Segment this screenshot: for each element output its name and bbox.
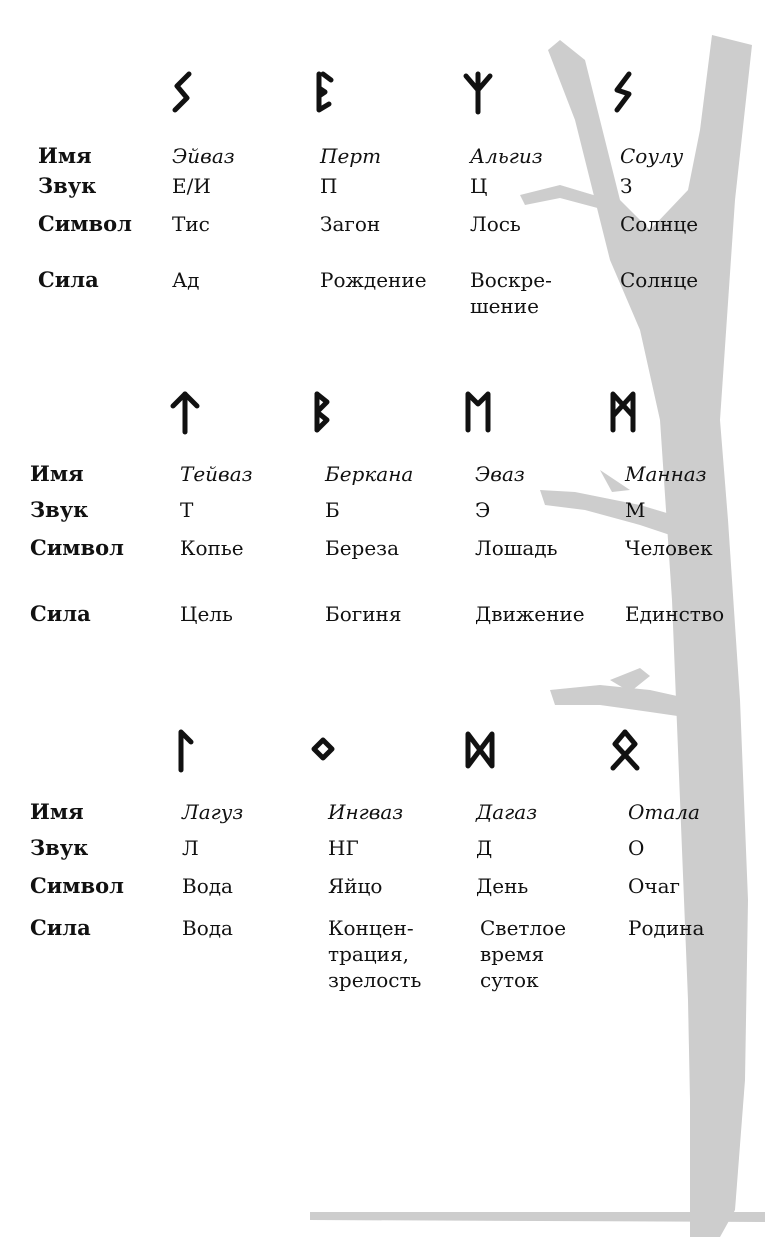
rune-name: Манназ: [625, 462, 707, 486]
rune-name: Перт: [320, 144, 382, 168]
row-label-symbol: Символ: [38, 211, 132, 236]
row-label-name: Имя: [30, 799, 84, 824]
rune-symbol: Лошадь: [475, 536, 558, 560]
rune-name: Соулу: [620, 144, 684, 168]
rune-sound: НГ: [328, 836, 359, 860]
rune-power: трация,: [328, 942, 409, 966]
rune-symbol: Загон: [320, 212, 381, 236]
rune-power: Движение: [475, 602, 585, 626]
rune-power: Родина: [628, 916, 705, 940]
rune-symbol: День: [476, 874, 529, 898]
ingwaz-rune-icon: [303, 728, 343, 772]
rune-power: Воскре-: [470, 268, 552, 292]
rune-name: Эваз: [475, 462, 525, 486]
rune-sound: Л: [182, 836, 199, 860]
rune-power: время: [480, 942, 545, 966]
rune-power: Солнце: [620, 268, 699, 292]
row-label-sound: Звук: [30, 497, 89, 522]
rune-sound: Т: [180, 498, 194, 522]
row-label-sound: Звук: [30, 835, 89, 860]
row-label-power: Сила: [30, 915, 91, 940]
perthro-rune-icon: [305, 70, 345, 114]
rune-power: зрелость: [328, 968, 422, 992]
rune-power: Единство: [625, 602, 725, 626]
rune-power: Цель: [180, 602, 233, 626]
rune-name: Альгиз: [470, 144, 543, 168]
rune-symbol: Вода: [182, 874, 233, 898]
row-label-power: Сила: [38, 267, 99, 292]
rune-sound: Е/И: [172, 174, 211, 198]
rune-symbol: Береза: [325, 536, 400, 560]
dagaz-rune-icon: [460, 728, 500, 772]
mannaz-rune-icon: [603, 390, 643, 434]
berkano-rune-icon: [303, 390, 343, 434]
rune-name: Тейваз: [180, 462, 253, 486]
othala-rune-icon: [605, 728, 645, 772]
rune-symbol: Лось: [470, 212, 521, 236]
rune-power: Концен-: [328, 916, 414, 940]
rune-name: Отала: [628, 800, 700, 824]
rune-sound: Б: [325, 498, 340, 522]
row-label-symbol: Символ: [30, 873, 124, 898]
sowilo-rune-icon: [603, 70, 643, 114]
rune-name: Лагуз: [182, 800, 244, 824]
rune-name: Эйваз: [172, 144, 235, 168]
rune-name: Ингваз: [328, 800, 404, 824]
rune-power: Вода: [182, 916, 233, 940]
rune-power: Рождение: [320, 268, 427, 292]
row-label-power: Сила: [30, 601, 91, 626]
rune-name: Дагаз: [476, 800, 538, 824]
rune-power: Богиня: [325, 602, 402, 626]
rune-name: Беркана: [325, 462, 414, 486]
eihwaz-rune-icon: [163, 70, 203, 114]
tiwaz-rune-icon: [165, 390, 205, 434]
rune-sound: Ц: [470, 174, 488, 198]
rune-power: суток: [480, 968, 539, 992]
row-label-symbol: Символ: [30, 535, 124, 560]
laguz-rune-icon: [165, 728, 205, 772]
rune-power: Ад: [172, 268, 200, 292]
rune-symbol: Солнце: [620, 212, 699, 236]
rune-sound: О: [628, 836, 645, 860]
rune-power: Светлое: [480, 916, 567, 940]
rune-symbol: Очаг: [628, 874, 681, 898]
rune-sound: Д: [476, 836, 493, 860]
rune-power: шение: [470, 294, 539, 318]
rune-symbol: Тис: [172, 212, 210, 236]
row-label-sound: Звук: [38, 173, 97, 198]
ehwaz-rune-icon: [458, 390, 498, 434]
rune-sound: Э: [475, 498, 491, 522]
row-label-name: Имя: [30, 461, 84, 486]
rune-sound: П: [320, 174, 338, 198]
row-label-name: Имя: [38, 143, 92, 168]
rune-symbol: Яйцо: [328, 874, 383, 898]
algiz-rune-icon: [458, 70, 498, 114]
rune-symbol: Человек: [625, 536, 713, 560]
rune-symbol: Копье: [180, 536, 244, 560]
rune-sound: З: [620, 174, 633, 198]
rune-sound: М: [625, 498, 646, 522]
